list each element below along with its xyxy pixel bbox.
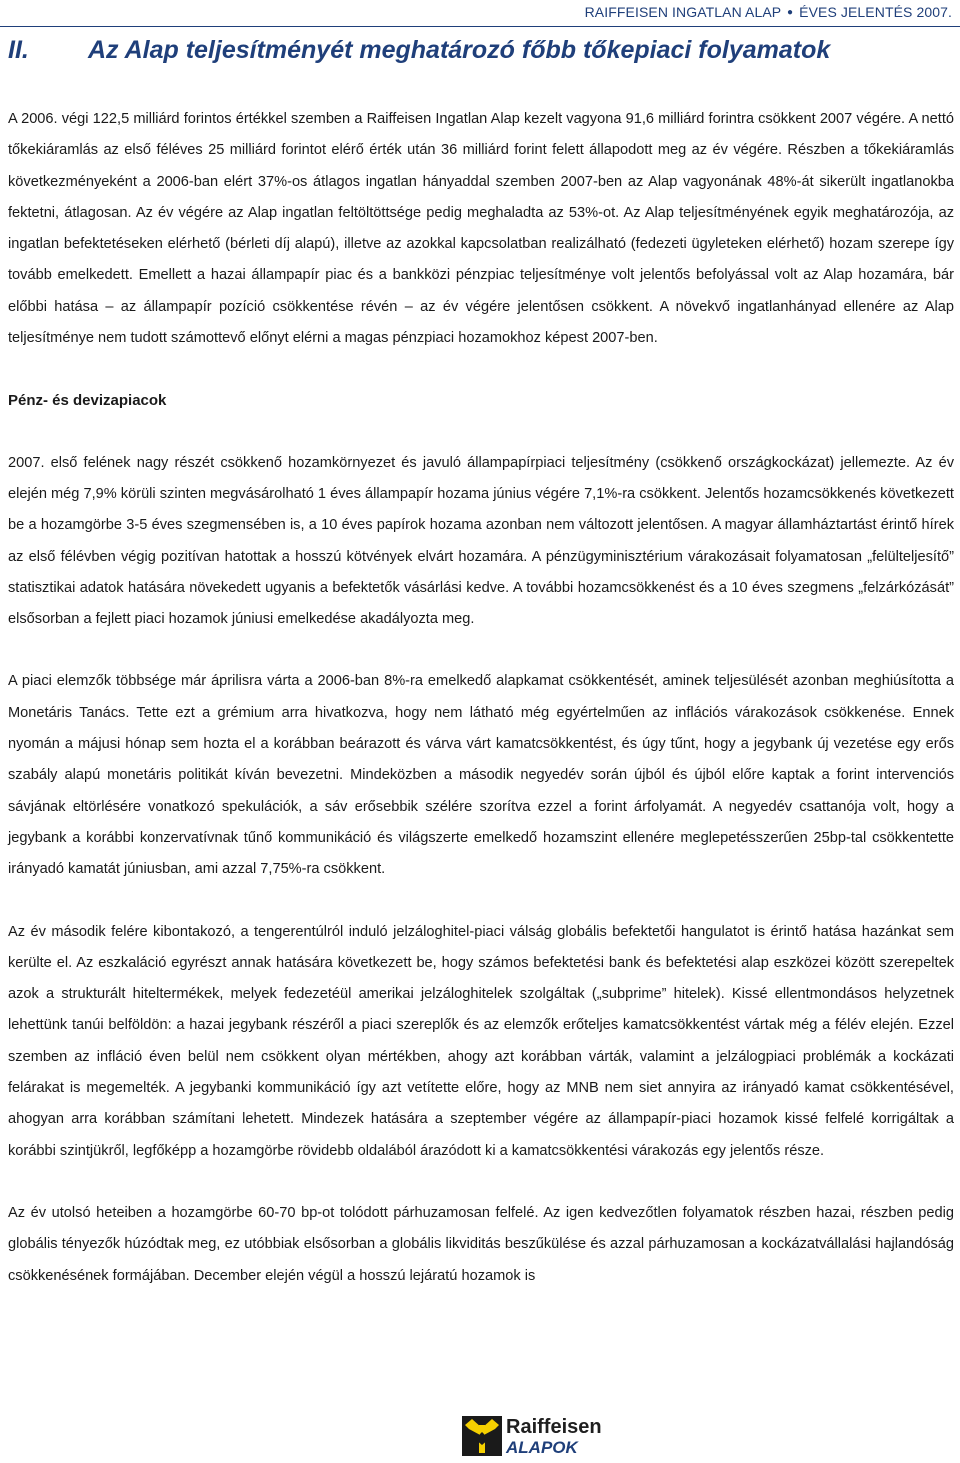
paragraph-yields-first-half: 2007. első felének nagy részét csökkenő hozamkörnyezet és javuló állampapírpiaci teljesítmény (csökkenő országkockázat) jellemezte. Az év elején még 7,9% körüli szinten megvásárolható 1 éves állampapír hozama június végére 7,1%-ra csökkent. Jelentős hozamcsökkenés következett be a hozamgörbe 3-5 éves szegmensében is, a 10 éves papírok hozama azonban nem változott jelentősen. A magyar államháztartást érintő hírek az első félévben végig pozitívan hatottak a hosszú kötvények elvárt hozamára. A pénzügyminisztérium várakozásait folyamatosan „felülteljesítő” statisztikai adatok hatására növekedett ugyanis a befektetők vásárlási kedve. A további hozamcsökkenést és a 10 éves szegmens „felzárkózását” elsősorban a fejlett piaci hozamok júniusi emelkedése akadályozta meg. bbox=[8, 454, 954, 628]
paragraph-year-end: Az év utolsó heteiben a hozamgörbe 60-70 bp-ot tolódott párhuzamosan felfelé. Az igen kedvezőtlen folyamatok részben hazai, részben pedig globális tényezők húzódtak meg, ez utóbbiak elsősorban a globális likviditás beszűkülése és azzal párhuzamosan a kockázatvállalási hajlandóság csökkenésének formájában. December elején végül a hosszú lejáratú hozamok is bbox=[8, 1204, 954, 1284]
raiffeisen-gable-cross-icon bbox=[462, 1416, 502, 1456]
paragraph-subprime-crisis: Az év második felére kibontakozó, a tengerentúlról induló jelzáloghitel-piaci válság globális befektetői hangulatot is érintő hatása hazánkat sem kerülte el. Az eszkaláció egyrészt annak hatására következett be, hogy számos befektetési bank és befektetési alap eszközei között szerepeltek azok a strukturált hiteltermékek, melyek fedezetéül amerikai jelzáloghitelek szolgáltak („subprime” hitelek). Kissé ellentmondásos helyzetnek lehettünk tanúi belföldön: a hazai jegybank részéről a piaci szereplők és az elemzők erőteljes kamatcsökkentést vártak még a félév elején. Ezzel szemben az infláció éven belül nem csökkent olyan mértékben, ahogy azt korábban várták, valamint a jelzálogpiaci problémák a kockázati felárakat is megemelték. A jegybanki kommunikáció így azt vetítette előre, hogy az MNB nem siet annyira az irányadó kamat csökkentésével, ahogyan arra korábban számítani lehetett. Mindezek hatására a szeptember végére az állampapír-piaci hozamok kissé felfelé korrigáltak a korábbi szintjükről, legfőképp a hozamgörbe rövidebb oldalából árazódott ki a kamatcsökkentési várakozás egy jelentős része. bbox=[8, 923, 954, 1159]
report-body bbox=[8, 104, 954, 1292]
paragraph-spacer bbox=[8, 886, 954, 917]
chapter-title bbox=[8, 36, 830, 65]
section-heading: Pénz- és devizapiacok bbox=[8, 392, 167, 410]
header-rule bbox=[0, 26, 960, 27]
raiffeisen-alapok-logo bbox=[462, 1412, 602, 1460]
logo-wordmark-alapok: ALAPOK bbox=[506, 1437, 578, 1457]
logo-wordmark-raiffeisen: Raiffeisen bbox=[506, 1415, 602, 1438]
running-header-report: ÉVES JELENTÉS 2007. bbox=[799, 4, 952, 20]
paragraph-spacer bbox=[8, 354, 954, 385]
running-header bbox=[585, 4, 952, 20]
running-header-separator: ● bbox=[786, 7, 794, 18]
logo-wordmark bbox=[506, 1417, 602, 1456]
paragraph-fund-performance: A 2006. végi 122,5 milliárd forintos értékkel szemben a Raiffeisen Ingatlan Alap kezelt vagyona 91,6 milliárd forintra csökkent 2007 végére. A nettó tőkekiáramlás az első féléves 25 milliárd forintot elérő érték után 36 milliárd forint felett állapodott meg az év végére. Részben a tőkekiáramlás következményeként a 2006-ban elért 37%-os átlagos ingatlan hányaddal szemben 2007-ben az Alap vagyonának 48%-át sikerült ingatlanokba fektetni, átlagosan. Az év végére az Alap ingatlan feltöltöttsége pedig meghaladta az 53%-ot. Az Alap teljesítményének egyik meghatározója, az ingatlan befektetéseken elérhető (bérleti díj alapú), illetve az azokkal kapcsolatban realizálható (fedezeti ügyleteken elérhető) hozam szerepe így tovább emelkedett. Emellett a hazai állampapír piac és a bankközi pénzpiac teljesítménye volt jelentős befolyással volt az Alap hozamára, bár előbbi hatása – az állampapír pozíció csökkentése révén – az év végére jelentősen csökkent. A növekvő ingatlanhányad ellenére az Alap teljesítménye nem tudott számottevő előnyt elérni a magas pénzpiaci hozamokhoz képest 2007-ben. bbox=[8, 111, 954, 347]
paragraph-spacer bbox=[8, 635, 954, 666]
running-header-fund: RAIFFEISEN INGATLAN ALAP bbox=[584, 4, 781, 20]
paragraph-spacer bbox=[8, 417, 954, 448]
paragraph-spacer bbox=[8, 1167, 954, 1198]
paragraph-monetary-policy: A piaci elemzők többsége már áprilisra várta a 2006-ban 8%-ra emelkedő alapkamat csökkentését, aminek teljesülését azonban meghiúsította a Monetáris Tanács. Tette ezt a grémium arra hivatkozva, hogy nem látható még egyértelműen az inflációs várakozások csökkenése. Ennek nyomán a májusi hónap sem hozta el a korábban beárazott és várva várt kamatcsökkentést, és úgy tűnt, hogy a jegybank új vezetése egy erős szabály alapú monetáris politikát kíván bevezetni. Mindeközben a második negyedév során újból és újból előre kaptak a forint intervenciós sávjának eltörlésére vonatkozó spekulációk, a sáv erősebbik szélére szorítva ezzel a forint árfolyamát. A negyedév csattanója volt, hogy a jegybank a korábbi konzervatívnak tűnő kommunikáció és világszerte emelkedő hozamszint ellenére meglepetésszerűen 25bp-tal csökkentette irányadó kamatát júniusban, ami azzal 7,75%-ra csökkent. bbox=[8, 673, 954, 878]
chapter-number: II. bbox=[8, 36, 29, 64]
chapter-title-text: Az Alap teljesítményét meghatározó főbb tőkepiaci folyamatok bbox=[88, 36, 831, 64]
